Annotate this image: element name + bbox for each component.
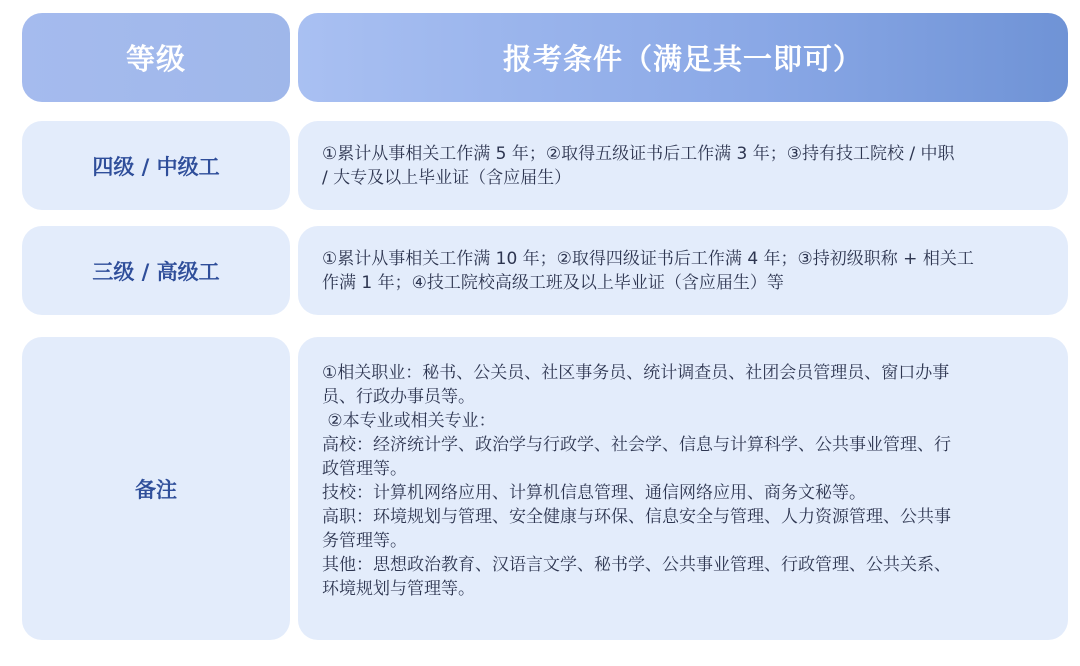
row-conditions-4 bbox=[298, 121, 1068, 210]
note-line: 员、行政办事员等。 bbox=[322, 387, 475, 407]
header-level-label: 等级 bbox=[125, 42, 186, 76]
condition-line: ①累计从事相关工作满 5 年；②取得五级证书后工作满 3 年；③持有技工院校 / 中职 bbox=[322, 143, 955, 164]
header-conditions-label: 报考条件（满足其一即可） bbox=[502, 42, 863, 76]
row-level-notes bbox=[22, 337, 290, 640]
condition-line: 作满 1 年；④技工院校高级工班及以上毕业证（含应届生）等 bbox=[322, 272, 784, 293]
row-conditions-3 bbox=[298, 226, 1068, 315]
condition-line: ①累计从事相关工作满 10 年；②取得四级证书后工作满 4 年；③持初级职称 + 相关工 bbox=[322, 248, 974, 269]
condition-line: / 大专及以上毕业证（含应届生） bbox=[322, 167, 572, 188]
note-line: 高职：环境规划与管理、安全健康与环保、信息安全与管理、人力资源管理、公共事 bbox=[322, 507, 951, 527]
note-line: 务管理等。 bbox=[322, 531, 407, 551]
level-label: 三级 / 高级工 bbox=[92, 259, 220, 284]
note-line: ①相关职业：秘书、公关员、社区事务员、统计调查员、社团会员管理员、窗口办事 bbox=[322, 363, 950, 383]
note-line: 其他：思想政治教育、汉语言文学、秘书学、公共事业管理、行政管理、公共关系、 bbox=[322, 555, 951, 575]
row-level-4 bbox=[22, 121, 290, 210]
note-line: 技校：计算机网络应用、计算机信息管理、通信网络应用、商务文秘等。 bbox=[322, 483, 866, 503]
note-line: ②本专业或相关专业： bbox=[322, 411, 496, 431]
header-level bbox=[22, 13, 290, 102]
level-label: 备注 bbox=[135, 477, 177, 502]
note-line: 高校：经济统计学、政治学与行政学、社会学、信息与计算科学、公共事业管理、行 bbox=[322, 435, 951, 455]
level-label: 四级 / 中级工 bbox=[92, 154, 220, 179]
row-notes bbox=[298, 337, 1068, 640]
note-line: 环境规划与管理等。 bbox=[322, 579, 475, 599]
note-line: 政管理等。 bbox=[322, 459, 407, 479]
header-conditions bbox=[298, 13, 1068, 102]
row-level-3 bbox=[22, 226, 290, 315]
